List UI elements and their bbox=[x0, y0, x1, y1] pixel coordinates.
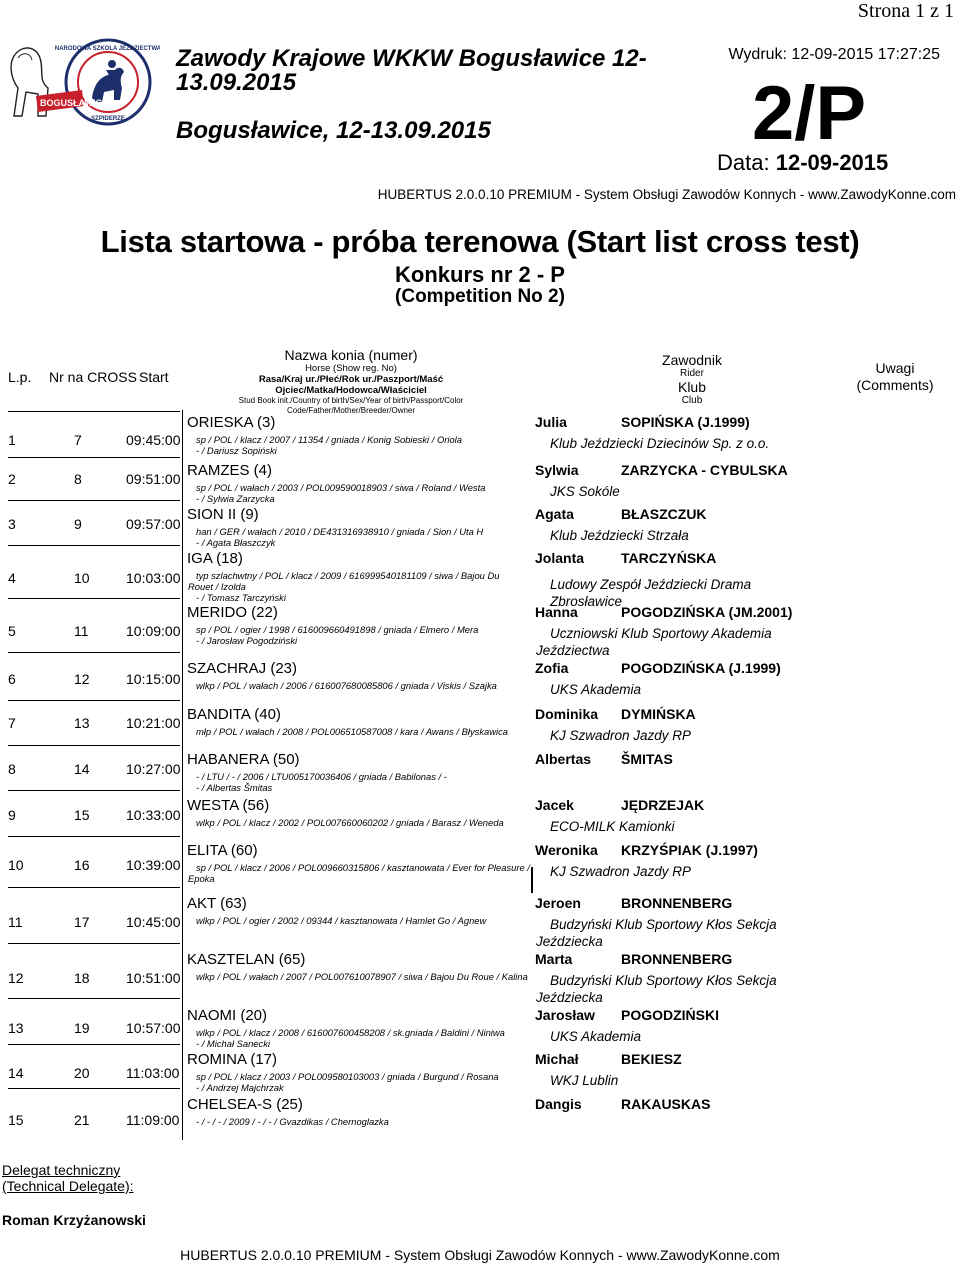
col-horse-sub3: Ojciec/Matka/Hodowca/Właściciel bbox=[275, 385, 427, 396]
entry-start: 10:45:00 bbox=[126, 914, 181, 930]
col-start: Start bbox=[139, 369, 169, 385]
rider-last-name: BŁASZCZUK bbox=[621, 506, 707, 522]
club-line: KJ Szwadron Jazdy RP bbox=[550, 728, 692, 743]
col-rider bbox=[612, 352, 772, 406]
col-horse-sub1: Horse (Show reg. No) bbox=[305, 363, 397, 374]
col-klub-title: Klub bbox=[677, 379, 707, 395]
club-line: Klub Jeździecki Dziecinów Sp. z o.o. bbox=[550, 436, 770, 451]
entry-lp: 15 bbox=[8, 1112, 24, 1128]
row-divider bbox=[8, 998, 180, 999]
rider-club bbox=[536, 916, 795, 950]
competition-subtitle: (Competition No 2) bbox=[395, 286, 565, 307]
column-separator bbox=[182, 410, 183, 1140]
rider-club bbox=[550, 863, 795, 880]
entry-lp: 10 bbox=[8, 857, 24, 873]
horse-detail-line: Epoka bbox=[188, 873, 215, 884]
rider-last-name: TARCZYŃSKA bbox=[621, 550, 717, 566]
club-line: Ludowy Zespół Jeździecki Drama Zbrosławice bbox=[550, 577, 752, 609]
entry-nr: 13 bbox=[74, 715, 90, 731]
entry-start: 09:45:00 bbox=[126, 432, 181, 448]
rider-first-name: Jarosław bbox=[535, 1007, 595, 1023]
col-horse bbox=[186, 347, 516, 416]
entry-start: 10:51:00 bbox=[126, 970, 181, 986]
row-divider bbox=[8, 598, 180, 599]
page-counter: Strona 1 z 1 bbox=[857, 0, 954, 22]
horse-detail-line: wlkp / POL / klacz / 2002 / POL007660060202 / gniada / Barasz / Weneda bbox=[196, 817, 504, 828]
entry-start: 10:33:00 bbox=[126, 807, 181, 823]
horse-name: WESTA (56) bbox=[187, 797, 270, 814]
club-line: UKS Akademia bbox=[550, 1029, 642, 1044]
col-horse-sub2: Rasa/Kraj ur./Płeć/Rok ur./Paszport/Maść bbox=[258, 374, 444, 385]
rider-first-name: Marta bbox=[535, 951, 573, 967]
col-comments bbox=[836, 360, 954, 394]
horse-details bbox=[188, 570, 531, 603]
horse-details bbox=[196, 526, 531, 548]
row-divider bbox=[8, 836, 180, 837]
rider-first-name: Sylwia bbox=[535, 462, 579, 478]
row-divider bbox=[8, 500, 180, 501]
rider-first-name: Jacek bbox=[535, 797, 574, 813]
rider-last-name: POGODZIŃSKA (J.1999) bbox=[621, 660, 781, 676]
horse-detail-line: wlkp / POL / ogier / 2002 / 09344 / kasztanowata / Hamlet Go / Agnew bbox=[196, 915, 487, 926]
horse-name: IGA (18) bbox=[187, 550, 243, 567]
club-line: Uczniowski Klub Sportowy Akademia bbox=[550, 626, 772, 641]
rider-first-name: Agata bbox=[535, 506, 574, 522]
horse-details bbox=[196, 726, 531, 737]
entry-lp: 14 bbox=[8, 1065, 24, 1081]
entry-nr: 12 bbox=[74, 671, 90, 687]
rider-first-name: Dangis bbox=[535, 1096, 582, 1112]
horse-name: HABANERA (50) bbox=[187, 751, 300, 768]
row-divider bbox=[8, 652, 180, 653]
row-divider bbox=[8, 545, 180, 546]
entry-lp: 7 bbox=[8, 715, 16, 731]
horse-details bbox=[196, 971, 531, 982]
rider-club bbox=[536, 972, 795, 1006]
system-header: HUBERTUS 2.0.0.10 PREMIUM - System Obsługi Zawodów Konnych - www.ZawodyKonne.com bbox=[377, 187, 956, 202]
rider-first-name: Albertas bbox=[535, 751, 592, 767]
club-line: JKS Sokóle bbox=[550, 484, 620, 499]
club-line: Budzyński Klub Sportowy Kłos Sekcja bbox=[550, 973, 777, 988]
svg-text:SZPIDERZE: SZPIDERZE bbox=[91, 116, 125, 122]
event-title-line2: 13.09.2015 bbox=[176, 69, 297, 96]
entry-nr: 16 bbox=[74, 857, 90, 873]
rider-club bbox=[550, 483, 795, 500]
horse-detail-line: - / Jarosław Pogodziński bbox=[196, 635, 298, 646]
rider-last-name: ŠMITAS bbox=[621, 751, 673, 767]
rider-first-name: Weronika bbox=[535, 842, 598, 858]
event-place-date: Bogusławice, 12-13.09.2015 bbox=[176, 117, 491, 144]
row-divider bbox=[8, 457, 180, 458]
delegate-label bbox=[2, 1162, 134, 1194]
club-line: UKS Akademia bbox=[550, 682, 642, 697]
horse-name: CHELSEA-S (25) bbox=[187, 1096, 303, 1113]
rider-last-name: BRONNENBERG bbox=[621, 895, 733, 911]
horse-detail-line: - / Dariusz Sopiński bbox=[196, 445, 277, 456]
rider-first-name: Zofia bbox=[535, 660, 569, 676]
horse-detail-line: sp / POL / klacz / 2007 / 11354 / gniada / Konig Sobieski / Oriola bbox=[196, 434, 462, 445]
club-line: WKJ Lublin bbox=[550, 1073, 619, 1088]
club-line: Klub Jeździecki Strzała bbox=[550, 528, 689, 543]
club-line: Jeździecka bbox=[536, 934, 603, 949]
entry-start: 10:39:00 bbox=[126, 857, 181, 873]
date-value: 12-09-2015 bbox=[775, 150, 889, 175]
rider-first-name: Dominika bbox=[535, 706, 599, 722]
entry-nr: 8 bbox=[74, 471, 82, 487]
rider-last-name: JĘDRZEJAK bbox=[621, 797, 705, 813]
rider-last-name: ZARZYCKA - CYBULSKA bbox=[621, 462, 788, 478]
print-timestamp: Wydruk: 12-09-2015 17:27:25 bbox=[728, 46, 940, 63]
col-uwagi: Uwagi bbox=[875, 360, 915, 376]
delegate-name: Roman Krzyżanowski bbox=[2, 1212, 146, 1228]
club-line: ECO-MILK Kamionki bbox=[550, 819, 675, 834]
konkurs-title: Konkurs nr 2 - P bbox=[395, 262, 565, 287]
horse-name: SION II (9) bbox=[187, 506, 259, 523]
horse-name: SZACHRAJ (23) bbox=[187, 660, 298, 677]
horse-details bbox=[188, 862, 531, 884]
horse-detail-line: - / Agata Błaszczyk bbox=[196, 537, 276, 548]
entry-start: 10:09:00 bbox=[126, 623, 181, 639]
row-divider bbox=[8, 943, 180, 944]
rider-last-name: BRONNENBERG bbox=[621, 951, 733, 967]
horse-detail-line: wlkp / POL / wałach / 2007 / POL007610078907 / siwa / Bajou Du Roue / Kalina bbox=[196, 971, 528, 982]
svg-text:NARODOWA SZKOLA JEŹDZIECTWA: NARODOWA SZKOLA JEŹDZIECTWA bbox=[54, 46, 160, 52]
horse-name: ROMINA (17) bbox=[187, 1051, 278, 1068]
horse-detail-line: han / GER / wałach / 2010 / DE431316938910 / gniada / Sion / Uta H bbox=[196, 526, 484, 537]
horse-details bbox=[196, 817, 531, 828]
entry-nr: 20 bbox=[74, 1065, 90, 1081]
rider-first-name: Jolanta bbox=[535, 550, 585, 566]
entry-start: 10:57:00 bbox=[126, 1020, 181, 1036]
entry-lp: 9 bbox=[8, 807, 16, 823]
horse-detail-line: sp / POL / ogier / 1998 / 616009660491898 / gniada / Elmero / Mera bbox=[196, 624, 479, 635]
horse-detail-line: wlkp / POL / klacz / 2008 / 616007600458208 / sk.gniada / Baldini / Niniwa bbox=[196, 1027, 505, 1038]
horse-details bbox=[196, 624, 531, 646]
rider-first-name: Julia bbox=[535, 414, 567, 430]
rider-last-name: POGODZIŃSKA (JM.2001) bbox=[621, 604, 793, 620]
list-title: Lista startowa - próba terenowa (Start list cross test) bbox=[100, 224, 860, 259]
rider-first-name: Michał bbox=[535, 1051, 579, 1067]
club-line: Budzyński Klub Sportowy Kłos Sekcja bbox=[550, 917, 777, 932]
entry-nr: 21 bbox=[74, 1112, 90, 1128]
horse-detail-line: typ szlachwtny / POL / klacz / 2009 / 616999540181109 / siwa / Bajou Du bbox=[196, 570, 500, 581]
rider-first-name: Hanna bbox=[535, 604, 578, 620]
entry-start: 10:15:00 bbox=[126, 671, 181, 687]
rider-club bbox=[536, 625, 795, 659]
entry-lp: 11 bbox=[8, 914, 23, 930]
horse-name: KASZTELAN (65) bbox=[187, 951, 306, 968]
narodowa-szkola-logo-icon bbox=[8, 36, 160, 128]
entry-lp: 1 bbox=[8, 432, 16, 448]
horse-details bbox=[196, 680, 531, 691]
entry-lp: 12 bbox=[8, 970, 24, 986]
entry-start: 09:51:00 bbox=[126, 471, 181, 487]
svg-text:BOGUSŁAWICE: BOGUSŁAWICE bbox=[40, 98, 109, 108]
date-block bbox=[717, 150, 888, 176]
entry-lp: 6 bbox=[8, 671, 16, 687]
horse-name: ELITA (60) bbox=[187, 842, 258, 859]
rider-club bbox=[550, 1072, 795, 1089]
row-divider bbox=[8, 1044, 180, 1045]
entry-nr: 10 bbox=[74, 570, 90, 586]
horse-name: MERIDO (22) bbox=[187, 604, 278, 621]
row-divider bbox=[8, 745, 180, 746]
entry-lp: 5 bbox=[8, 623, 16, 639]
col-horse-title: Nazwa konia (numer) bbox=[284, 347, 418, 363]
horse-detail-line: - / Michał Sanecki bbox=[196, 1038, 270, 1049]
entry-start: 11:03:00 bbox=[126, 1065, 180, 1081]
rider-club bbox=[550, 1028, 795, 1045]
horse-detail-line: - / - / - / 2009 / - / - / Gvazdikas / Chernoglazka bbox=[196, 1116, 389, 1127]
rider-last-name: BEKIESZ bbox=[621, 1051, 682, 1067]
horse-detail-line: młp / POL / wałach / 2008 / POL006510587008 / kara / Awans / Błyskawica bbox=[196, 726, 508, 737]
horse-details bbox=[196, 482, 531, 504]
entry-nr: 15 bbox=[74, 807, 90, 823]
rider-last-name: DYMIŃSKA bbox=[621, 706, 696, 722]
horse-details bbox=[196, 1027, 531, 1049]
col-klub-sub: Club bbox=[681, 395, 703, 406]
system-footer: HUBERTUS 2.0.0.10 PREMIUM - System Obsługi Zawodów Konnych - www.ZawodyKonne.com bbox=[180, 1247, 780, 1263]
row-divider bbox=[8, 790, 180, 791]
col-nr-cross: Nr na CROSS bbox=[49, 369, 137, 385]
entry-lp: 13 bbox=[8, 1020, 24, 1036]
horse-detail-line: - / Albertas Šmitas bbox=[196, 782, 273, 793]
horse-name: ORIESKA (3) bbox=[187, 414, 276, 431]
horse-details bbox=[196, 1071, 531, 1093]
entry-start: 10:27:00 bbox=[126, 761, 181, 777]
horse-detail-line: - / Andrzej Majchrzak bbox=[196, 1082, 284, 1093]
horse-detail-line: sp / POL / klacz / 2003 / POL009580103003 / gniada / Burgund / Rosana bbox=[196, 1071, 499, 1082]
entry-lp: 4 bbox=[8, 570, 16, 586]
header-rule bbox=[8, 411, 180, 412]
col-rider-sub: Rider bbox=[680, 368, 704, 379]
entry-nr: 11 bbox=[74, 623, 89, 639]
entry-start: 10:21:00 bbox=[126, 715, 181, 731]
horse-detail-line: - / Sylwia Zarzycka bbox=[196, 493, 275, 504]
horse-detail-line: sp / POL / wałach / 2003 / POL009590018903 / siwa / Roland / Westa bbox=[196, 482, 486, 493]
entry-nr: 7 bbox=[74, 432, 82, 448]
horse-details bbox=[196, 771, 531, 793]
club-line: KJ Szwadron Jazdy RP bbox=[550, 864, 692, 879]
rider-first-name: Jeroen bbox=[535, 895, 581, 911]
competition-code: 2/P bbox=[752, 71, 867, 156]
horse-name: BANDITA (40) bbox=[187, 706, 281, 723]
rider-last-name: SOPIŃSKA (J.1999) bbox=[621, 414, 750, 430]
entry-nr: 18 bbox=[74, 970, 90, 986]
entry-start: 10:03:00 bbox=[126, 570, 181, 586]
entry-lp: 2 bbox=[8, 471, 16, 487]
col-horse-sub4: Stud Book init./Country of birth/Sex/Year of birth/Passport/Color bbox=[238, 396, 464, 405]
rider-club bbox=[550, 527, 795, 544]
col-lp: L.p. bbox=[8, 369, 32, 385]
delegate-label-pl: Delegat techniczny bbox=[2, 1162, 121, 1178]
horse-detail-line: - / Tomasz Tarczyński bbox=[196, 592, 286, 603]
horse-details bbox=[196, 1116, 531, 1127]
horse-detail-line: Rouet / Izolda bbox=[188, 581, 246, 592]
rider-last-name: KRZYŚPIAK (J.1997) bbox=[621, 842, 758, 858]
entry-nr: 17 bbox=[74, 914, 90, 930]
horse-name: AKT (63) bbox=[187, 895, 247, 912]
entry-nr: 9 bbox=[74, 516, 82, 532]
club-line: Jeździectwa bbox=[536, 643, 610, 658]
logo bbox=[8, 36, 160, 128]
club-line: Jeździecka bbox=[536, 990, 603, 1005]
entry-nr: 19 bbox=[74, 1020, 90, 1036]
rider-club bbox=[550, 681, 795, 698]
rider-club bbox=[550, 818, 795, 835]
col-rider-title: Zawodnik bbox=[662, 352, 722, 368]
horse-name: NAOMI (20) bbox=[187, 1007, 268, 1024]
rider-club bbox=[550, 435, 795, 452]
event-title-line1: Zawody Krajowe WKKW Bogusławice 12- bbox=[176, 45, 647, 72]
col-horse-sub5: Code/Father/Mother/Breeder/Owner bbox=[286, 406, 416, 415]
horse-detail-line: wlkp / POL / wałach / 2006 / 616007680085806 / gniada / Viskis / Szajka bbox=[196, 680, 497, 691]
horse-detail-line: - / LTU / - / 2006 / LTU005170036406 / gniada / Babilonas / - bbox=[196, 771, 447, 782]
entry-lp: 3 bbox=[8, 516, 16, 532]
horse-name: RAMZES (4) bbox=[187, 462, 273, 479]
entry-start: 11:09:00 bbox=[126, 1112, 180, 1128]
horse-detail-line: sp / POL / klacz / 2006 / POL009660315806 / kasztanowata / Ever for Pleasure / bbox=[196, 862, 530, 873]
row-marker bbox=[531, 867, 533, 893]
rider-club bbox=[550, 727, 795, 744]
row-divider bbox=[8, 700, 180, 701]
delegate-label-en: (Technical Delegate): bbox=[2, 1178, 134, 1194]
rider-last-name: RAKAUSKAS bbox=[621, 1096, 711, 1112]
entry-nr: 14 bbox=[74, 761, 90, 777]
row-divider bbox=[8, 1088, 180, 1089]
horse-details bbox=[196, 434, 531, 456]
horse-details bbox=[196, 915, 531, 926]
col-comments-en: (Comments) bbox=[856, 377, 934, 393]
date-label: Data: bbox=[717, 150, 770, 175]
row-divider bbox=[8, 887, 180, 888]
rider-last-name: POGODZIŃSKI bbox=[621, 1007, 720, 1023]
entry-lp: 8 bbox=[8, 761, 16, 777]
entry-start: 09:57:00 bbox=[126, 516, 181, 532]
